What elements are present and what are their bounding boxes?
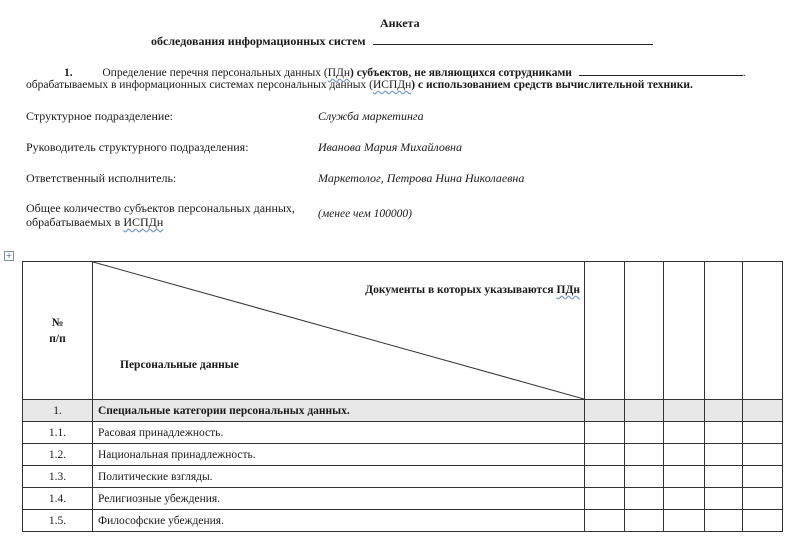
row-text: Специальные категории персональных данных. [93, 400, 585, 422]
row-cell[interactable] [664, 444, 705, 466]
pd-documents-table [22, 261, 783, 532]
row-cell[interactable] [705, 444, 743, 466]
row-cell[interactable] [743, 444, 783, 466]
subjects-value[interactable]: (менее чем 100000) [318, 208, 412, 220]
row-cell[interactable] [625, 488, 664, 510]
doc-column-4[interactable] [705, 262, 743, 400]
row-cell[interactable] [705, 510, 743, 532]
row-cell[interactable] [743, 466, 783, 488]
row-cell[interactable] [705, 466, 743, 488]
executor-value[interactable]: Маркетолог, Петрова Нина Николаевна [318, 171, 525, 185]
section-1-text-b: ) субъектов, не являющихся сотрудниками [350, 67, 572, 79]
section-1-text-a: Определение перечня персональных данных ( [102, 67, 328, 79]
num-header-pp: п/п [49, 332, 66, 345]
head-value[interactable]: Иванова Мария Михайловна [318, 140, 462, 154]
num-header-symbol: № [51, 316, 64, 329]
row-cell[interactable] [743, 488, 783, 510]
row-cell[interactable] [585, 444, 625, 466]
doc-column-3[interactable] [664, 262, 705, 400]
diagonal-divider [93, 262, 584, 399]
row-cell[interactable] [743, 422, 783, 444]
head-label: Руководитель структурного подразделения: [26, 140, 249, 154]
pdn-abbr: ПДн [327, 67, 351, 79]
row-number: 1. [23, 400, 93, 422]
row-cell[interactable] [585, 488, 625, 510]
subjects-label-2a: обрабатываемых в [26, 215, 124, 229]
row-text: Философские убеждения. [93, 510, 585, 532]
personal-data-header: Персональные данные [120, 359, 239, 371]
executor-label: Ответственный исполнитель: [26, 171, 177, 185]
row-number: 1.5. [23, 510, 93, 532]
row-cell[interactable] [743, 510, 783, 532]
subjects-blank[interactable] [579, 64, 743, 76]
row-cell[interactable] [625, 422, 664, 444]
row-text: Политические взгляды. [93, 466, 585, 488]
table-move-handle-icon[interactable]: + [5, 251, 13, 260]
documents-header-text: Документы в которых указываются [365, 284, 557, 296]
num-header-cell [23, 262, 93, 400]
section-1-line2-a: обрабатываемых в информационных системах персональных данных ( [26, 79, 373, 91]
department-label: Структурное подразделение: [26, 109, 174, 123]
row-cell[interactable] [664, 422, 705, 444]
row-number: 1.2. [23, 444, 93, 466]
table-row [23, 422, 783, 444]
row-cell[interactable] [743, 400, 783, 422]
row-text: Расовая принадлежность. [93, 422, 585, 444]
row-cell[interactable] [585, 510, 625, 532]
row-cell[interactable] [625, 510, 664, 532]
row-cell[interactable] [585, 422, 625, 444]
row-cell[interactable] [664, 466, 705, 488]
table-header-row [23, 262, 783, 400]
table-row [23, 488, 783, 510]
row-text: Национальная принадлежность. [93, 444, 585, 466]
subjects-label-2 [26, 215, 163, 230]
section-1-end-dot: . [742, 67, 746, 79]
subjects-ispdn-abbr: ИСПДн [123, 215, 164, 229]
row-cell[interactable] [625, 466, 664, 488]
section-1-line-1 [64, 64, 746, 79]
table-row [23, 466, 783, 488]
row-number: 1.1. [23, 422, 93, 444]
ispdn-abbr: ИСПДн [372, 79, 412, 91]
doc-column-2[interactable] [625, 262, 664, 400]
row-cell[interactable] [625, 444, 664, 466]
subjects-label-1: Общее количество субъектов персональных данных, [26, 201, 295, 215]
row-text: Религиозные убеждения. [93, 488, 585, 510]
row-cell[interactable] [625, 400, 664, 422]
row-cell[interactable] [585, 400, 625, 422]
row-number: 1.4. [23, 488, 93, 510]
table-row [23, 444, 783, 466]
row-cell[interactable] [585, 466, 625, 488]
system-name-blank[interactable] [373, 33, 653, 45]
diagonal-header-cell [93, 262, 585, 400]
documents-header [365, 284, 580, 296]
row-number: 1.3. [23, 466, 93, 488]
doc-column-1[interactable] [585, 262, 625, 400]
department-value[interactable]: Служба маркетинга [318, 109, 424, 123]
row-cell[interactable] [705, 488, 743, 510]
row-cell[interactable] [664, 510, 705, 532]
form-title: Анкета [380, 16, 420, 30]
section-1-line2-b: ) с использованием средств вычислительной техники. [411, 79, 693, 91]
doc-column-5[interactable] [743, 262, 783, 400]
section-1-line-2 [26, 79, 693, 91]
row-cell[interactable] [664, 488, 705, 510]
row-cell[interactable] [705, 422, 743, 444]
form-subtitle-text: обследования информационных систем [151, 34, 366, 48]
row-cell[interactable] [705, 400, 743, 422]
section-1-number: 1. [64, 67, 73, 79]
documents-header-pdn: ПДн [556, 284, 580, 296]
row-cell[interactable] [664, 400, 705, 422]
form-subtitle [151, 33, 653, 49]
table-row [23, 400, 783, 422]
table-row [23, 510, 783, 532]
